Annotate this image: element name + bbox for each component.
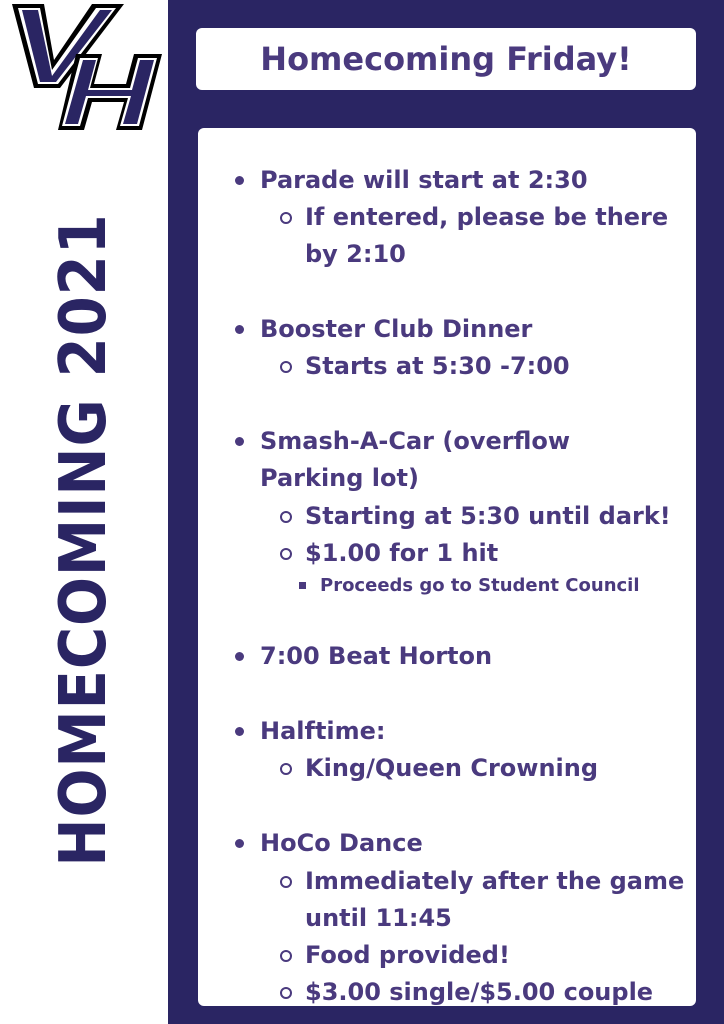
subitem-label: If entered, please be there by 2:10	[305, 203, 669, 268]
subsubitem-label: Proceeds go to Student Council	[320, 575, 640, 596]
subitem-label: $1.00 for 1 hit	[305, 539, 499, 567]
bullet-circle-icon	[280, 763, 292, 775]
bullet-circle-icon	[280, 950, 292, 962]
bullet-circle-icon	[280, 548, 292, 560]
bullet-square-icon	[299, 582, 306, 589]
bullet-disc-icon	[235, 727, 244, 736]
bullet-disc-icon	[235, 652, 244, 661]
bullet-circle-icon	[280, 212, 292, 224]
bullet-disc-icon	[235, 437, 244, 446]
subitem-label: King/Queen Crowning	[305, 754, 599, 782]
bullet-disc-icon	[235, 839, 244, 848]
subitem-label: $3.00 single/$5.00 couple	[305, 978, 654, 1006]
bullet-circle-icon	[280, 987, 292, 999]
bullet-circle-icon	[280, 361, 292, 373]
vh-logo-icon	[6, 0, 168, 134]
subitem-label: Starts at 5:30 -7:00	[305, 352, 570, 380]
content-box	[198, 128, 696, 1006]
bullet-disc-icon	[235, 176, 244, 185]
item-label: Smash-A-Car (overflow Parking lot)	[260, 427, 571, 492]
page-title: Homecoming Friday!	[260, 40, 632, 78]
item-label: Halftime:	[260, 717, 386, 745]
header-box	[196, 28, 696, 90]
bullet-circle-icon	[280, 876, 292, 888]
item-label: Booster Club Dinner	[260, 315, 533, 343]
bullet-circle-icon	[280, 511, 292, 523]
item-label: Parade will start at 2:30	[260, 166, 588, 194]
item-label: HoCo Dance	[260, 829, 423, 857]
item-label: 7:00 Beat Horton	[260, 642, 493, 670]
subitem-label: Immediately after the game until 11:45	[305, 867, 685, 932]
left-strip	[0, 0, 168, 1024]
bullet-disc-icon	[235, 325, 244, 334]
side-title: HOMECOMING 2021	[47, 213, 121, 867]
subitem-label: Starting at 5:30 until dark!	[305, 502, 671, 530]
subitem-label: Food provided!	[305, 941, 510, 969]
